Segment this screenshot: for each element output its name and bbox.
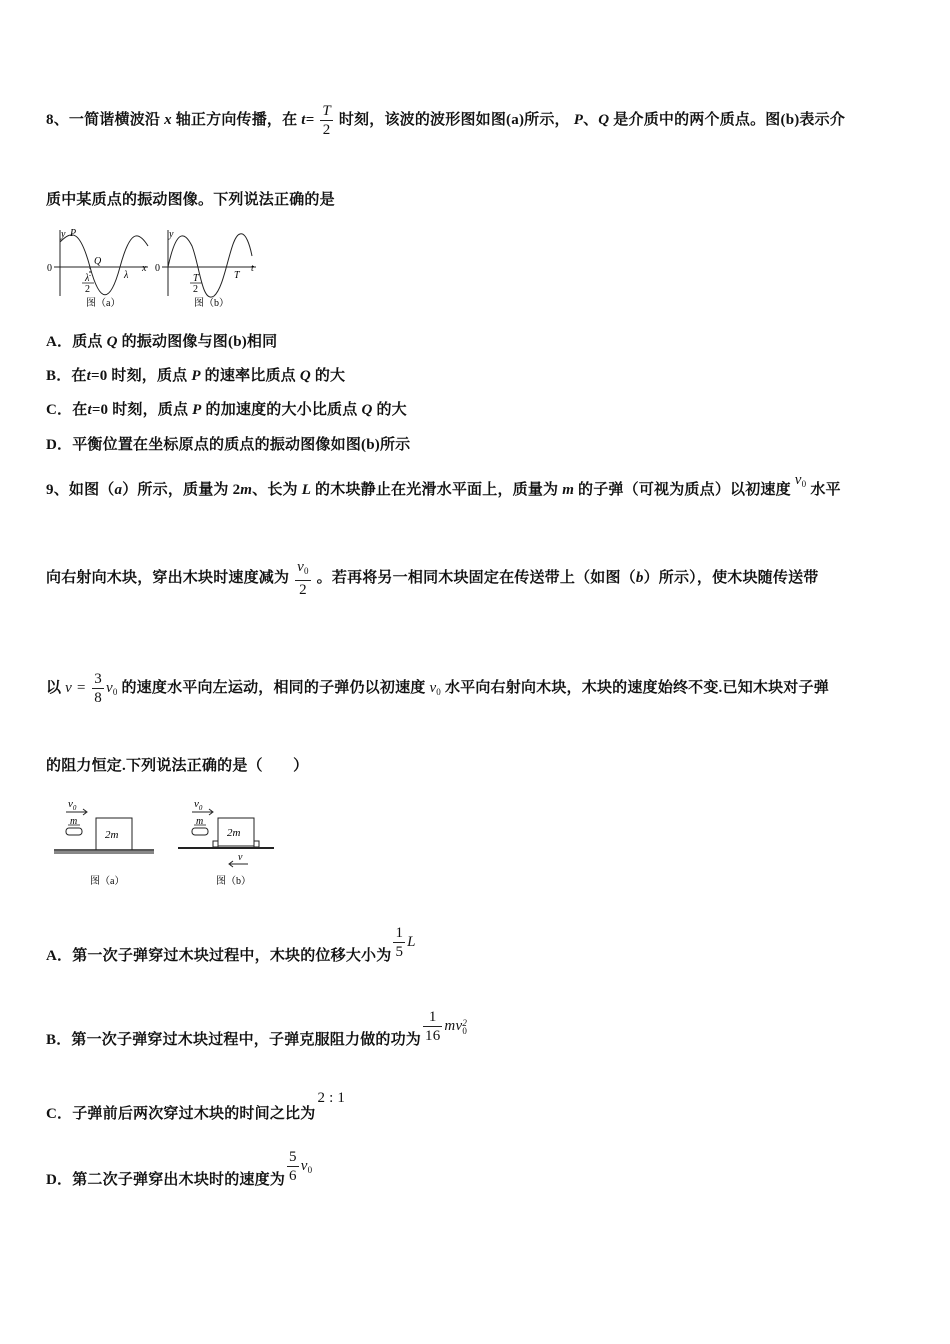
b-T-label: T bbox=[234, 270, 240, 281]
q8-option-A bbox=[46, 330, 277, 351]
text: D．第二次子弹穿出木块时的速度为 bbox=[46, 1171, 286, 1188]
q9-stem-line1 bbox=[46, 472, 841, 499]
var-b: b bbox=[635, 569, 644, 586]
var-P: P bbox=[191, 368, 201, 384]
var-Q: Q bbox=[299, 368, 311, 384]
fraction-v0-over-2 bbox=[295, 558, 311, 599]
b-m-label: m bbox=[196, 816, 204, 827]
a-P-label: P bbox=[70, 228, 77, 239]
b-origin: 0 bbox=[155, 263, 160, 274]
text: 9、如图（ bbox=[46, 482, 115, 498]
text: B．在 bbox=[46, 368, 87, 384]
b-caption: 图（b） bbox=[194, 298, 229, 309]
b-bullet bbox=[192, 828, 208, 835]
b-T-den: 2 bbox=[193, 284, 198, 295]
a-lambda-den: 2 bbox=[85, 284, 90, 295]
text: ）所示），使木块随传送带 bbox=[643, 569, 819, 586]
a-v0-label bbox=[68, 798, 77, 812]
text: 的振动图像与图(b)相同 bbox=[121, 334, 278, 350]
q9-option-C bbox=[46, 1090, 346, 1122]
ratio-2-1: 2 : 1 bbox=[317, 1090, 346, 1106]
var-P: P bbox=[192, 402, 202, 418]
q9-option-D bbox=[46, 1149, 313, 1189]
sub-0: 0 bbox=[801, 479, 807, 489]
q8-wave-figure bbox=[44, 226, 266, 310]
a-wave-curve bbox=[60, 235, 148, 295]
a-lambda-num: λ bbox=[85, 273, 90, 284]
q8-option-B bbox=[46, 364, 345, 385]
a-m-label: m bbox=[70, 816, 78, 827]
var-t: t= bbox=[301, 111, 315, 128]
text: 的加速度的大小比质点 bbox=[205, 402, 358, 418]
var-L: L bbox=[301, 482, 312, 498]
a-lambda-label: λ bbox=[124, 270, 129, 281]
text: 的速度水平向左运动，相同的子弹仍以初速度 bbox=[121, 679, 426, 696]
a-x-label: x bbox=[142, 263, 147, 274]
text: 。若再将另一相同木块固定在传送带上（如图（ bbox=[316, 569, 636, 586]
q9-block-figure bbox=[50, 794, 280, 890]
text: 的大 bbox=[376, 402, 407, 418]
b-y-label: y bbox=[169, 229, 174, 240]
text: C．子弹前后两次穿过木块的时间之比为 bbox=[46, 1106, 316, 1122]
figure-b bbox=[178, 798, 274, 887]
v: v bbox=[68, 798, 73, 810]
math-v-eq: v = bbox=[65, 679, 87, 696]
q8-stem-line1 bbox=[46, 102, 845, 139]
frac-num bbox=[295, 558, 311, 581]
q8-option-D: D．平衡位置在坐标原点的质点的振动图像如图(b)所示 bbox=[46, 437, 411, 453]
text: 8、一简谐横波沿 bbox=[46, 111, 161, 128]
a-block-label: 2m bbox=[105, 829, 119, 841]
text: 向右射向木块，穿出木块时速度减为 bbox=[46, 569, 290, 586]
sub-0: 0 bbox=[198, 804, 203, 812]
frac-den: 2 bbox=[299, 582, 307, 598]
b-block-label: 2m bbox=[227, 827, 241, 839]
sub-0: 0 bbox=[436, 686, 441, 697]
var-m: m bbox=[562, 482, 575, 498]
sub-0: 0 bbox=[307, 1164, 313, 1175]
mv: mv bbox=[444, 1017, 463, 1034]
var-Q: Q bbox=[361, 402, 373, 418]
v: v bbox=[105, 679, 113, 696]
var-m: m bbox=[240, 482, 253, 498]
b-stop-right bbox=[254, 841, 259, 847]
q9-option-A bbox=[46, 925, 416, 965]
fraction-1-over-5 bbox=[393, 924, 405, 961]
var-x: x bbox=[164, 111, 172, 128]
b-t-label: t bbox=[251, 263, 254, 274]
q9-stem-line3 bbox=[46, 670, 829, 707]
var-t: t bbox=[86, 368, 91, 384]
frac-den: 8 bbox=[94, 690, 102, 706]
b-caption: 图（b） bbox=[216, 876, 251, 887]
frac-num: 1 bbox=[395, 925, 404, 941]
math-v0 bbox=[429, 680, 441, 696]
a-Q-label: Q bbox=[94, 256, 102, 267]
text: A．质点 bbox=[46, 334, 103, 350]
text: ）所示，质量为 2 bbox=[122, 482, 241, 498]
var-Q: Q bbox=[106, 334, 118, 350]
b-vibration-curve bbox=[168, 234, 252, 297]
a-y-label: y bbox=[61, 229, 66, 240]
frac-den: 5 bbox=[395, 944, 404, 960]
a-origin: 0 bbox=[47, 263, 52, 274]
text: 的速率比质点 bbox=[204, 368, 296, 384]
text: 是介质中的两个质点。图(b)表示介 bbox=[613, 111, 846, 128]
a-caption: 图（a） bbox=[86, 298, 121, 309]
frac-num: 5 bbox=[289, 1149, 297, 1165]
fraction-3-over-8 bbox=[92, 670, 104, 707]
text: =0 时刻，质点 bbox=[90, 368, 188, 384]
b-v-label: v bbox=[238, 852, 243, 863]
b-stop-left bbox=[213, 841, 218, 847]
var-P: P bbox=[573, 111, 584, 128]
q8-stem-line2: 质中某质点的振动图像。下列说法正确的是 bbox=[46, 192, 335, 208]
figure-a bbox=[54, 798, 154, 887]
text: B．第一次子弹穿过木块过程中，子弹克服阻力做的功为 bbox=[46, 1031, 422, 1048]
text: 以 bbox=[46, 679, 62, 696]
text: 、长为 bbox=[252, 482, 298, 498]
b-T-num: T bbox=[193, 273, 199, 284]
text: 时刻，该波的波形图如图(a)所示， bbox=[338, 111, 570, 128]
text: 、 bbox=[583, 111, 599, 128]
sub-0: 0 bbox=[72, 804, 77, 812]
text: 水平向右射向木块，木块的速度始终不变.已知木块对子弹 bbox=[444, 679, 829, 696]
var-a: a bbox=[114, 482, 123, 498]
var-Q: Q bbox=[598, 111, 610, 128]
text: 的子弹（可视为质点）以初速度 bbox=[578, 482, 791, 498]
frac-den: 6 bbox=[289, 1168, 297, 1184]
figure-b bbox=[162, 230, 256, 297]
q9-stem-line4: 的阻力恒定.下列说法正确的是（ ） bbox=[46, 758, 309, 774]
var-L: L bbox=[407, 933, 416, 950]
fraction-5-over-6 bbox=[287, 1148, 299, 1185]
fraction-T-over-2 bbox=[320, 102, 333, 139]
text: 的木块静止在光滑水平面上，质量为 bbox=[315, 482, 559, 498]
sub-0: 0 bbox=[462, 1025, 468, 1036]
text: A．第一次子弹穿过木块过程中，木块的位移大小为 bbox=[46, 947, 392, 964]
frac-num: 3 bbox=[94, 671, 102, 687]
a-caption: 图（a） bbox=[90, 876, 125, 887]
q9-stem-line2 bbox=[46, 558, 818, 599]
v: v bbox=[794, 472, 802, 488]
math-v0 bbox=[301, 1158, 313, 1174]
b-v0-label bbox=[194, 798, 203, 812]
math-v0 bbox=[106, 680, 118, 696]
v: v bbox=[194, 798, 199, 810]
text: 的大 bbox=[314, 368, 346, 384]
sub-0: 0 bbox=[304, 566, 309, 576]
a-bullet bbox=[66, 828, 82, 835]
var-t: t bbox=[87, 402, 92, 418]
q8-option-C bbox=[46, 398, 407, 419]
fraction-1-over-16 bbox=[423, 1008, 442, 1045]
text: =0 时刻，质点 bbox=[91, 402, 189, 418]
math-v0 bbox=[795, 472, 807, 488]
sub-0: 0 bbox=[112, 686, 118, 697]
text: C．在 bbox=[46, 402, 88, 418]
text: 水平 bbox=[810, 482, 841, 498]
v: v bbox=[300, 1157, 308, 1174]
a-ground-hatch bbox=[54, 851, 154, 854]
frac-den: 16 bbox=[425, 1028, 441, 1044]
v: v bbox=[429, 679, 437, 696]
text: 轴正方向传播，在 bbox=[175, 111, 298, 128]
frac-den: 2 bbox=[322, 122, 331, 138]
frac-num: 1 bbox=[423, 1008, 442, 1027]
frac-num: T bbox=[322, 103, 331, 119]
sup-2: 2 bbox=[462, 1017, 468, 1028]
q9-option-B bbox=[46, 1009, 468, 1049]
v: v bbox=[297, 559, 305, 575]
math-mv0-squared bbox=[444, 1018, 467, 1034]
